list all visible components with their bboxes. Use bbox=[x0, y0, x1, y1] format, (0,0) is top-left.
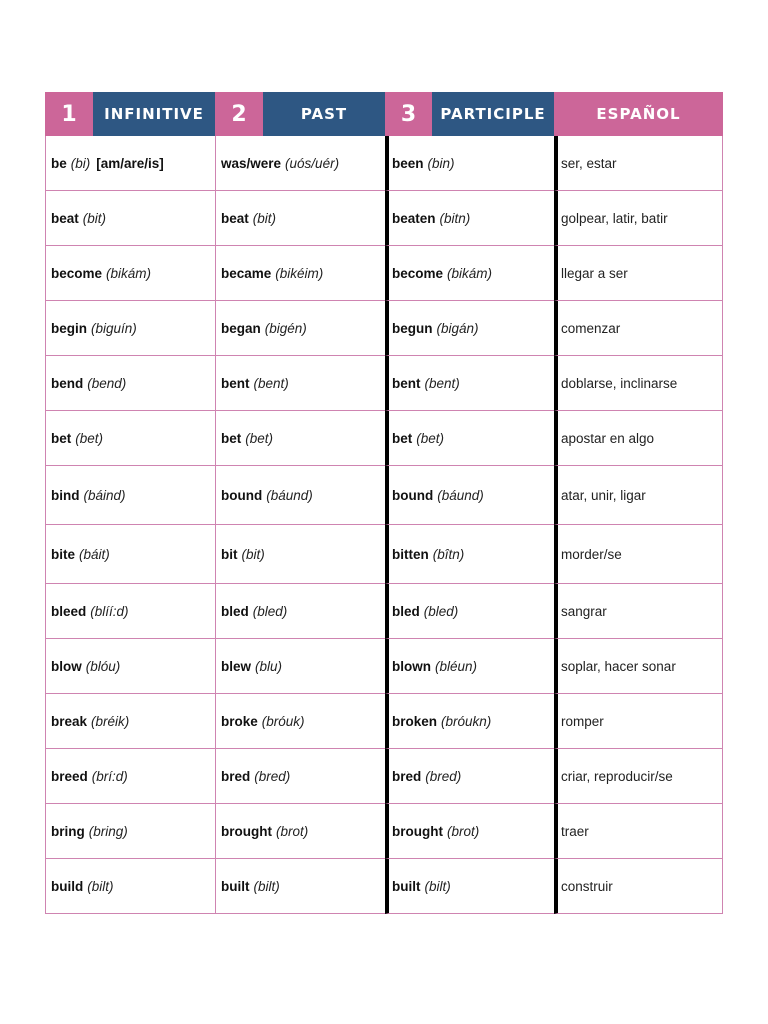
past-cell-pronunciation: (bikéim) bbox=[275, 265, 324, 281]
infinitive-cell bbox=[45, 639, 215, 694]
table-row bbox=[45, 246, 723, 301]
past-cell-pronunciation: (brot) bbox=[275, 823, 309, 839]
spanish-translation: soplar, hacer sonar bbox=[561, 658, 676, 674]
past-cell bbox=[215, 136, 385, 191]
participle-cell-pronunciation: (bîtn) bbox=[432, 546, 465, 562]
infinitive-cell bbox=[45, 191, 215, 246]
spanish-cell bbox=[554, 301, 723, 356]
participle-cell bbox=[385, 525, 554, 584]
spanish-translation: romper bbox=[561, 713, 604, 729]
table-header bbox=[45, 92, 723, 136]
spanish-translation: construir bbox=[561, 878, 613, 894]
spanish-cell bbox=[554, 136, 723, 191]
past-cell-verb: beat bbox=[221, 210, 249, 226]
infinitive-cell bbox=[45, 584, 215, 639]
past-cell-verb: brought bbox=[221, 823, 272, 839]
table-row bbox=[45, 301, 723, 356]
table-row bbox=[45, 859, 723, 914]
col1-label: INFINITIVE bbox=[93, 92, 215, 136]
past-cell-pronunciation: (blu) bbox=[255, 658, 283, 674]
participle-cell-verb: built bbox=[392, 878, 421, 894]
spanish-cell bbox=[554, 246, 723, 301]
spanish-translation: morder/se bbox=[561, 546, 622, 562]
participle-cell-pronunciation: (brot) bbox=[446, 823, 480, 839]
col3-number: 3 bbox=[385, 92, 432, 136]
spanish-cell bbox=[554, 466, 723, 525]
participle-cell bbox=[385, 859, 554, 914]
past-cell-pronunciation: (bent) bbox=[253, 375, 289, 391]
table-row bbox=[45, 191, 723, 246]
table-row bbox=[45, 694, 723, 749]
past-cell-pronunciation: (bróuk) bbox=[261, 713, 305, 729]
infinitive-cell-pronunciation: (bilt) bbox=[87, 878, 114, 894]
past-cell bbox=[215, 191, 385, 246]
past-cell-pronunciation: (bilt) bbox=[253, 878, 280, 894]
infinitive-cell-forms: [am/are/is] bbox=[96, 155, 164, 171]
spanish-cell bbox=[554, 859, 723, 914]
past-cell-pronunciation: (bit) bbox=[241, 546, 265, 562]
participle-cell bbox=[385, 136, 554, 191]
infinitive-cell-pronunciation: (blóu) bbox=[85, 658, 121, 674]
past-cell bbox=[215, 466, 385, 525]
infinitive-cell-verb: beat bbox=[51, 210, 79, 226]
spanish-translation: ser, estar bbox=[561, 155, 617, 171]
participle-cell-pronunciation: (bikám) bbox=[447, 265, 493, 281]
infinitive-cell-pronunciation: (biguín) bbox=[91, 320, 137, 336]
participle-cell bbox=[385, 584, 554, 639]
participle-cell-pronunciation: (bróukn) bbox=[441, 713, 492, 729]
spanish-translation: golpear, latir, batir bbox=[561, 210, 668, 226]
past-cell-verb: blew bbox=[221, 658, 252, 674]
infinitive-cell-pronunciation: (bit) bbox=[82, 210, 107, 226]
past-cell bbox=[215, 859, 385, 914]
participle-cell bbox=[385, 191, 554, 246]
infinitive-cell bbox=[45, 136, 215, 191]
participle-cell-verb: bled bbox=[392, 603, 420, 619]
past-cell-pronunciation: (uós/uér) bbox=[285, 155, 340, 171]
participle-cell-verb: bent bbox=[392, 375, 421, 391]
past-cell bbox=[215, 411, 385, 466]
spanish-translation: sangrar bbox=[561, 603, 607, 619]
table-row bbox=[45, 466, 723, 525]
infinitive-cell bbox=[45, 804, 215, 859]
spanish-translation: traer bbox=[561, 823, 589, 839]
infinitive-cell-pronunciation: (bring) bbox=[88, 823, 128, 839]
spanish-cell bbox=[554, 804, 723, 859]
infinitive-cell-verb: blow bbox=[51, 658, 82, 674]
past-cell-pronunciation: (bigén) bbox=[264, 320, 307, 336]
spanish-cell bbox=[554, 525, 723, 584]
participle-cell bbox=[385, 356, 554, 411]
col4-label: ESPAÑOL bbox=[554, 92, 723, 136]
participle-cell-pronunciation: (bigán) bbox=[436, 320, 479, 336]
infinitive-cell bbox=[45, 466, 215, 525]
infinitive-cell-verb: bend bbox=[51, 375, 84, 391]
infinitive-cell-verb: break bbox=[51, 713, 88, 729]
spanish-translation: comenzar bbox=[561, 320, 621, 336]
spanish-cell bbox=[554, 356, 723, 411]
table-row bbox=[45, 804, 723, 859]
participle-cell bbox=[385, 466, 554, 525]
past-cell-verb: began bbox=[221, 320, 261, 336]
infinitive-cell-verb: bite bbox=[51, 546, 76, 562]
spanish-translation: llegar a ser bbox=[561, 265, 628, 281]
infinitive-cell-pronunciation: (bet) bbox=[75, 430, 104, 446]
spanish-cell bbox=[554, 191, 723, 246]
table-row bbox=[45, 356, 723, 411]
infinitive-cell-verb: bind bbox=[51, 487, 80, 503]
participle-cell-verb: blown bbox=[392, 658, 431, 674]
past-cell-verb: bet bbox=[221, 430, 242, 446]
spanish-translation: atar, unir, ligar bbox=[561, 487, 646, 503]
spanish-cell bbox=[554, 749, 723, 804]
spanish-translation: criar, reproducir/se bbox=[561, 768, 673, 784]
participle-cell-verb: begun bbox=[392, 320, 433, 336]
past-cell-verb: broke bbox=[221, 713, 258, 729]
past-cell-pronunciation: (báund) bbox=[266, 487, 313, 503]
col1-number: 1 bbox=[45, 92, 93, 136]
infinitive-cell-verb: be bbox=[51, 155, 67, 171]
infinitive-cell-pronunciation: (blíí:d) bbox=[90, 603, 129, 619]
participle-cell-verb: broken bbox=[392, 713, 438, 729]
past-cell bbox=[215, 804, 385, 859]
past-cell bbox=[215, 356, 385, 411]
participle-cell-pronunciation: (bred) bbox=[425, 768, 462, 784]
infinitive-cell-pronunciation: (báind) bbox=[83, 487, 126, 503]
past-cell-pronunciation: (bit) bbox=[252, 210, 277, 226]
infinitive-cell-pronunciation: (bi) bbox=[70, 155, 91, 171]
participle-cell-verb: been bbox=[392, 155, 424, 171]
past-cell-verb: was/were bbox=[221, 155, 282, 171]
table-body bbox=[45, 136, 723, 914]
col2-number: 2 bbox=[215, 92, 263, 136]
spanish-cell bbox=[554, 639, 723, 694]
participle-cell bbox=[385, 694, 554, 749]
table-row bbox=[45, 525, 723, 584]
participle-cell bbox=[385, 301, 554, 356]
participle-cell-pronunciation: (bin) bbox=[427, 155, 455, 171]
infinitive-cell-pronunciation: (bend) bbox=[87, 375, 127, 391]
col2-label: PAST bbox=[263, 92, 385, 136]
infinitive-cell-pronunciation: (brí:d) bbox=[91, 768, 128, 784]
infinitive-cell bbox=[45, 749, 215, 804]
participle-cell-pronunciation: (báund) bbox=[437, 487, 484, 503]
past-cell-pronunciation: (bet) bbox=[245, 430, 274, 446]
participle-cell bbox=[385, 804, 554, 859]
past-cell-verb: bent bbox=[221, 375, 250, 391]
participle-cell-pronunciation: (bitn) bbox=[439, 210, 471, 226]
infinitive-cell bbox=[45, 301, 215, 356]
infinitive-cell-verb: build bbox=[51, 878, 84, 894]
col3-label: PARTICIPLE bbox=[432, 92, 554, 136]
infinitive-cell-pronunciation: (báit) bbox=[79, 546, 110, 562]
participle-cell-verb: brought bbox=[392, 823, 443, 839]
past-cell-verb: built bbox=[221, 878, 250, 894]
infinitive-cell-verb: bleed bbox=[51, 603, 87, 619]
infinitive-cell-pronunciation: (bréik) bbox=[91, 713, 130, 729]
infinitive-cell bbox=[45, 246, 215, 301]
infinitive-cell bbox=[45, 411, 215, 466]
past-cell bbox=[215, 246, 385, 301]
table-row bbox=[45, 584, 723, 639]
participle-cell-pronunciation: (bilt) bbox=[424, 878, 451, 894]
past-cell bbox=[215, 694, 385, 749]
participle-cell bbox=[385, 246, 554, 301]
infinitive-cell-verb: bet bbox=[51, 430, 72, 446]
table-row bbox=[45, 749, 723, 804]
participle-cell bbox=[385, 411, 554, 466]
participle-cell bbox=[385, 749, 554, 804]
infinitive-cell-verb: bring bbox=[51, 823, 85, 839]
participle-cell-verb: bet bbox=[392, 430, 413, 446]
spanish-translation: apostar en algo bbox=[561, 430, 655, 446]
infinitive-cell-pronunciation: (bikám) bbox=[106, 265, 152, 281]
table-row bbox=[45, 639, 723, 694]
past-cell-pronunciation: (bred) bbox=[254, 768, 291, 784]
participle-cell bbox=[385, 639, 554, 694]
infinitive-cell bbox=[45, 356, 215, 411]
table-row bbox=[45, 411, 723, 466]
verb-table bbox=[45, 92, 723, 914]
participle-cell-pronunciation: (bet) bbox=[416, 430, 445, 446]
past-cell bbox=[215, 301, 385, 356]
participle-cell-verb: bitten bbox=[392, 546, 429, 562]
participle-cell-verb: become bbox=[392, 265, 444, 281]
participle-cell-verb: bred bbox=[392, 768, 422, 784]
participle-cell-pronunciation: (bled) bbox=[423, 603, 459, 619]
past-cell-pronunciation: (bled) bbox=[252, 603, 288, 619]
infinitive-cell bbox=[45, 859, 215, 914]
past-cell-verb: bit bbox=[221, 546, 238, 562]
past-cell-verb: bound bbox=[221, 487, 263, 503]
past-cell-verb: bled bbox=[221, 603, 249, 619]
participle-cell-verb: bound bbox=[392, 487, 434, 503]
spanish-cell bbox=[554, 584, 723, 639]
spanish-cell bbox=[554, 411, 723, 466]
infinitive-cell-verb: begin bbox=[51, 320, 87, 336]
past-cell-verb: became bbox=[221, 265, 272, 281]
spanish-translation: doblarse, inclinarse bbox=[561, 375, 678, 391]
participle-cell-pronunciation: (bent) bbox=[424, 375, 460, 391]
past-cell bbox=[215, 639, 385, 694]
spanish-cell bbox=[554, 694, 723, 749]
infinitive-cell bbox=[45, 694, 215, 749]
participle-cell-verb: beaten bbox=[392, 210, 436, 226]
infinitive-cell-verb: breed bbox=[51, 768, 88, 784]
past-cell bbox=[215, 584, 385, 639]
table-row bbox=[45, 136, 723, 191]
past-cell-verb: bred bbox=[221, 768, 251, 784]
past-cell bbox=[215, 749, 385, 804]
past-cell bbox=[215, 525, 385, 584]
infinitive-cell bbox=[45, 525, 215, 584]
participle-cell-pronunciation: (bléun) bbox=[435, 658, 478, 674]
infinitive-cell-verb: become bbox=[51, 265, 103, 281]
